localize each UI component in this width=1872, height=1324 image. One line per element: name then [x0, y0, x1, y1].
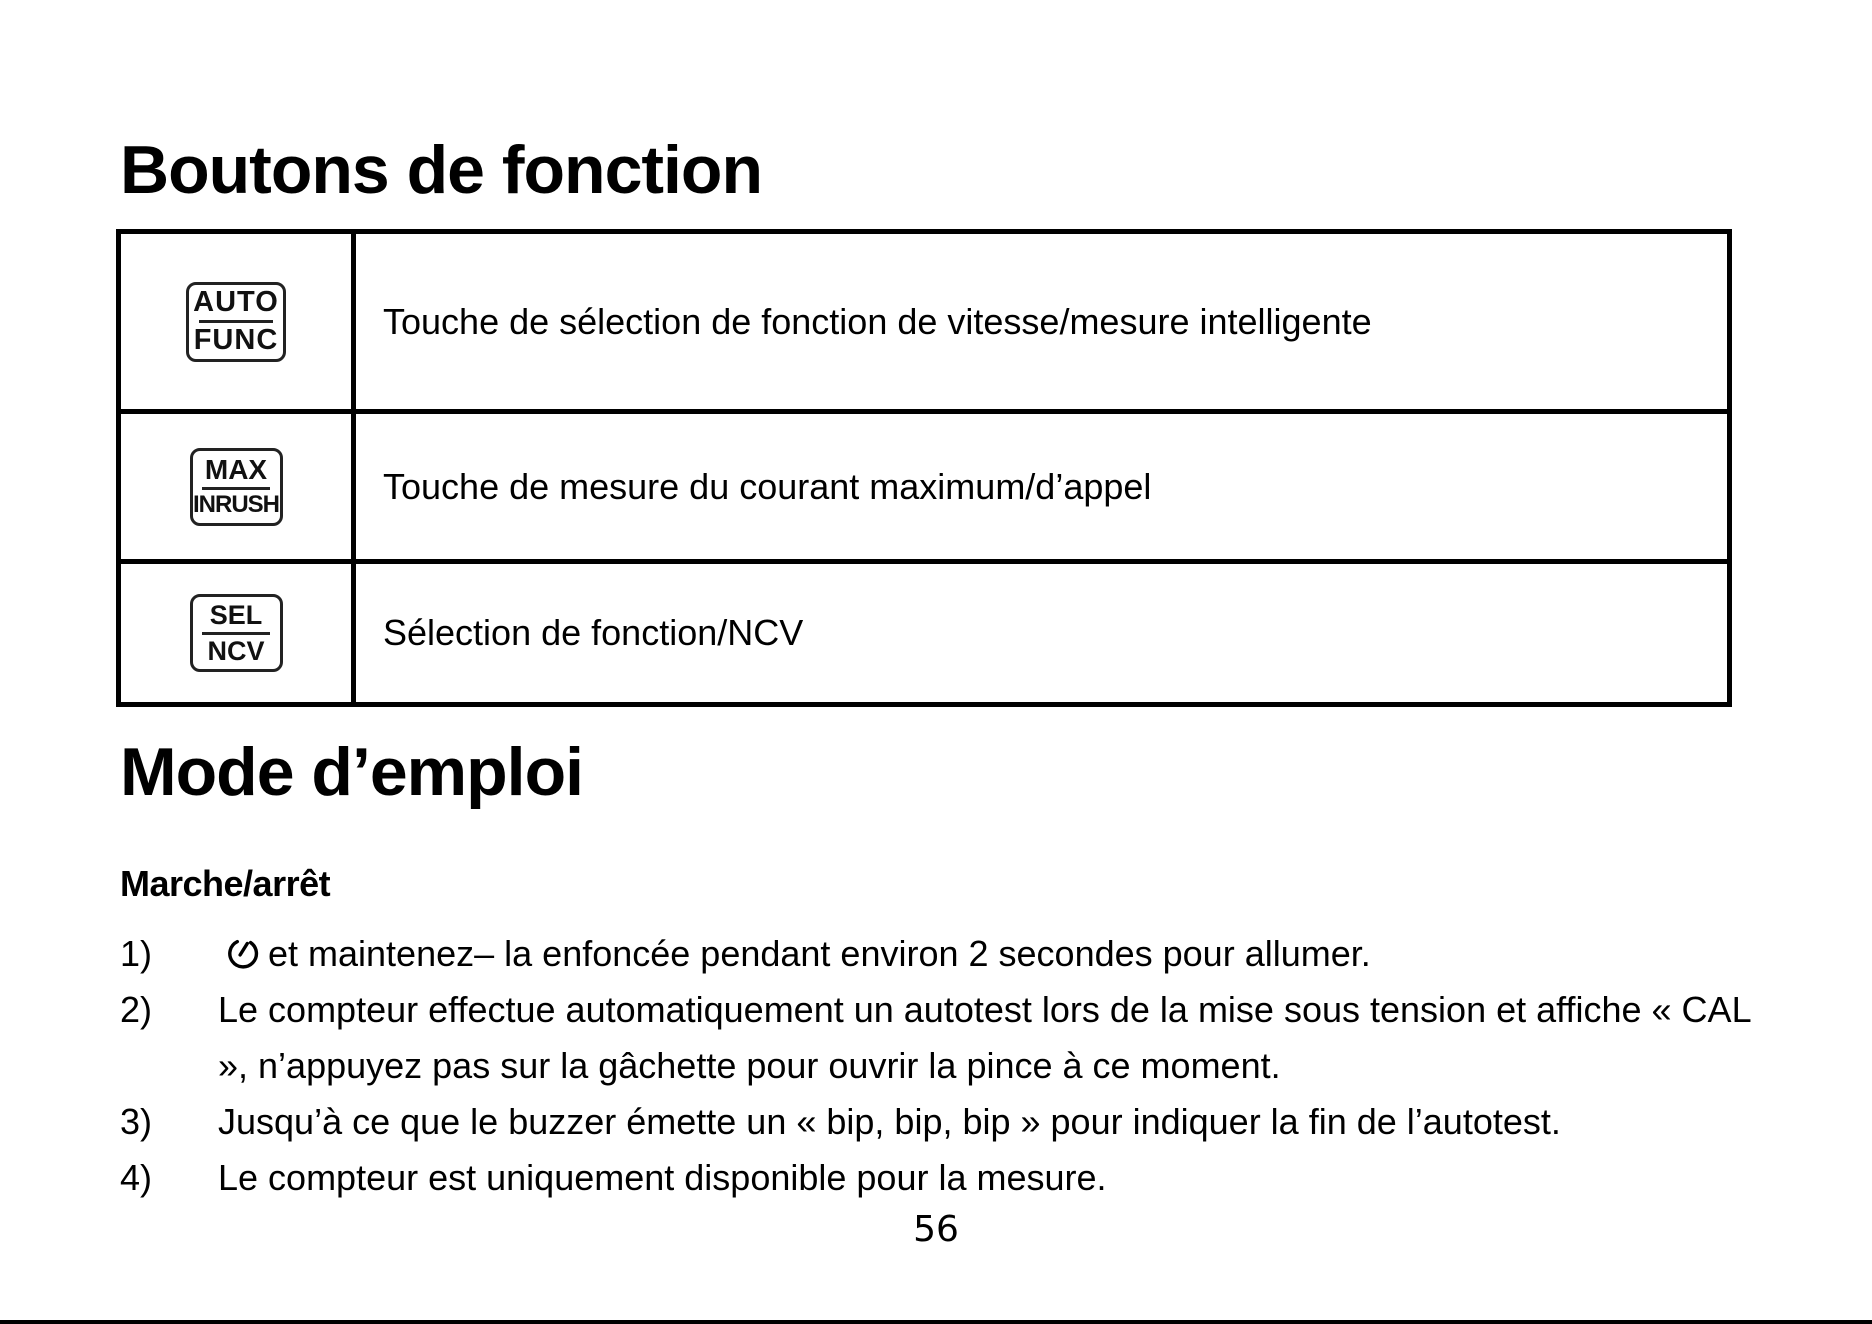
- auto-func-key-icon: [186, 282, 286, 362]
- table-row: [121, 564, 1727, 702]
- key-divider: [202, 632, 270, 635]
- key-bottom-label: FUNC: [193, 324, 279, 356]
- step-text: Le compteur effectue automatiquement un autotest lors de la mise sous tension et affiche « CAL », n’appuyez pas sur la gâchette pour ouvrir la pince à ce moment.: [218, 989, 1751, 1086]
- table-icon-cell: [121, 234, 356, 409]
- sel-ncv-key-icon: [190, 594, 283, 672]
- power-icon: [224, 934, 262, 972]
- step-text: Le compteur est uniquement disponible pour la mesure.: [218, 1157, 1107, 1198]
- list-item: [120, 982, 1760, 1094]
- bottom-divider: [0, 1320, 1872, 1324]
- page-number: 56: [913, 1209, 959, 1250]
- subsection-title-power: Marche/arrêt: [120, 863, 331, 904]
- step-number: 1): [120, 933, 153, 974]
- section-title-mode-emploi: Mode d’emploi: [120, 734, 583, 810]
- list-item: [120, 926, 1760, 982]
- function-buttons-table: [116, 229, 1732, 707]
- key-bottom-label: INRUSH: [192, 491, 279, 518]
- step-number: 3): [120, 1101, 153, 1142]
- button-description: Sélection de fonction/NCV: [383, 612, 804, 653]
- table-icon-cell: [121, 564, 356, 702]
- list-item: [120, 1094, 1760, 1150]
- power-steps-list: [120, 926, 1760, 1206]
- key-divider: [199, 320, 272, 323]
- key-bottom-label: NCV: [207, 635, 265, 666]
- step-number: 4): [120, 1157, 153, 1198]
- key-top-label: SEL: [209, 599, 263, 630]
- step-text: et maintenez– la enfoncée pendant environ 2 secondes pour allumer.: [268, 933, 1371, 974]
- key-divider: [202, 487, 270, 490]
- key-top-label: MAX: [204, 454, 268, 485]
- table-row: [121, 414, 1727, 564]
- key-top-label: AUTO: [193, 286, 279, 318]
- button-description: Touche de mesure du courant maximum/d’appel: [383, 465, 1152, 507]
- list-item: [120, 1150, 1760, 1206]
- max-inrush-key-icon: [190, 448, 283, 526]
- step-text: Jusqu’à ce que le buzzer émette un « bip, bip, bip » pour indiquer la fin de l’autotest.: [218, 1101, 1561, 1142]
- section-title-function-buttons: Boutons de fonction: [120, 132, 763, 208]
- table-row: [121, 234, 1727, 414]
- step-number: 2): [120, 989, 153, 1030]
- table-icon-cell: [121, 414, 356, 559]
- button-description: Touche de sélection de fonction de vitesse/mesure intelligente: [383, 300, 1372, 342]
